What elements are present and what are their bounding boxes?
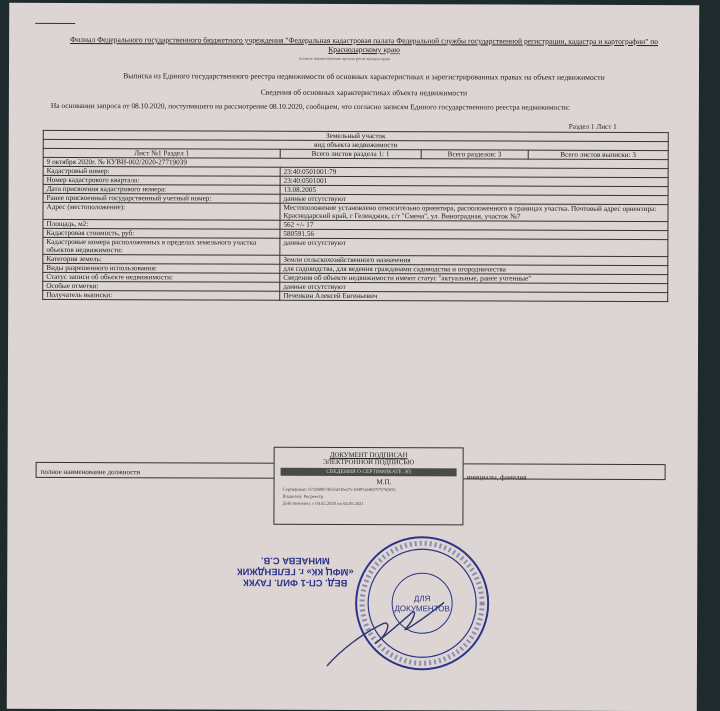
- seal-text-2: ДОКУМЕНТОВ: [394, 604, 450, 614]
- extract-document: [7, 3, 699, 711]
- row-value: Местоположение установлено относительно ориентира, расположенного в границах участка. Почтовый адрес ориентира: Краснодарский край, г Геленджик, с/т "Смена", ул. Виноградная, участок №7: [280, 203, 668, 221]
- cert-valid: Действителен: с 04.02.2020 по 04.05.2021: [282, 500, 364, 507]
- row-value: данные отсутствуют: [280, 282, 668, 292]
- section-title: Сведения об основных характеристиках объекта недвижимости: [260, 87, 468, 98]
- organization-name: Филиал Федерального государственного бюджетного учреждения "Федеральная кадастровая палата Федеральной службы государственной регистрации, кадастра и картографии" по Краснодарскому краю: [70, 35, 659, 55]
- top-rule: [35, 23, 75, 24]
- property-row: [43, 290, 668, 301]
- row-value: 580591.56: [280, 229, 668, 239]
- seal-text-1: ДЛЯ: [413, 594, 431, 604]
- row-label: Виды разрешенного использования:: [43, 263, 280, 273]
- row-value: Печенкин Алексей Евгеньевич: [280, 291, 668, 301]
- row-label: Дата присвоения кадастрового номера:: [43, 184, 280, 194]
- date-number: 9 октября 2020г. № КУВИ-002/2020-27719039: [43, 157, 668, 168]
- row-label: Ранее присвоенный государственный учетный номер:: [43, 193, 280, 203]
- row-label: Кадастровая стоимость, руб:: [43, 228, 280, 238]
- cert-serial: Сертификат: 6710898745d5d5f5e27c10097ab9f67f7f76f656: [282, 486, 396, 493]
- cert-caption: СВЕДЕНИЯ О СЕРТИФИКАТЕ ЭП: [281, 468, 457, 477]
- electronic-signature-stamp: [273, 447, 463, 526]
- handwritten-signature: [322, 594, 452, 674]
- intro-text: На основании запроса от 08.10.2020, поступившего на рассмотрение 08.10.2020, сообщаем, что согласно записям Единого государственного реестра недвижимости:: [50, 100, 570, 112]
- row-value: данные отсутствуют: [280, 194, 668, 204]
- mp-label: М.П.: [376, 478, 392, 487]
- total-sheets-extract: Всего листов выписки: 3: [528, 150, 668, 159]
- row-label: Площадь, м2:: [43, 219, 280, 229]
- document-title: Выписка из Единого государственного реестра недвижимости об основных характеристиках и зарегистрированных правах на объект недвижимости: [123, 71, 605, 82]
- row-value: данные отсутствуют: [280, 238, 668, 256]
- row-label: Адрес (местоположение):: [43, 202, 280, 220]
- position-caption: полное наименование должности: [40, 467, 141, 477]
- row-label: Особые отметки:: [43, 281, 280, 291]
- row-label: Номер кадастрового квартала:: [43, 175, 280, 185]
- mfc-stamp-line2: «МФЦ КК» г. ГЕЛЕНДЖИК: [236, 566, 354, 579]
- row-value: 562 +/- 17: [280, 220, 668, 230]
- total-sections: Всего разделов: 3: [421, 150, 528, 159]
- row-label: Статус записи об объекте недвижимости:: [43, 272, 280, 282]
- e-sign-line1: ДОКУМЕНТ ПОДПИСАН: [329, 451, 408, 460]
- row-label: Кадастровый номер:: [43, 166, 280, 176]
- e-sign-line2: ЭЛЕКТРОННОЙ ПОДПИСЬЮ: [323, 458, 415, 467]
- sheet-number: Лист №1 Раздел 1: [43, 148, 280, 158]
- row-value: Сведения об объекте недвижимости имеют статус "актуальные, ранее учтенные": [280, 273, 668, 283]
- cert-owner: Владелец: Росреестр: [282, 493, 324, 499]
- object-type: Земельный участок: [43, 130, 668, 141]
- mfc-stamp-line3: МИНАЕВА С.В.: [260, 555, 330, 567]
- row-value: 23:40:0501001: [280, 176, 668, 186]
- row-value: 23:40:0501001:79: [280, 167, 668, 177]
- row-label: Категория земель:: [43, 254, 280, 264]
- row-value: Земли сельскохозяйственного назначения: [280, 255, 668, 265]
- property-row: [43, 237, 668, 256]
- sheet-label: Раздел 1 Лист 1: [568, 122, 617, 131]
- row-label: Получатель выписки:: [43, 290, 280, 300]
- row-value: 13.08.2005: [280, 185, 668, 195]
- row-value: для садоводства, для ведения гражданами садоводства и огородничества: [280, 264, 668, 274]
- row-label: Кадастровые номера расположенных в пределах земельного участка объектов недвижимости:: [43, 237, 280, 255]
- organization-caption: полное наименование органа регистрации прав: [299, 55, 390, 62]
- name-caption: инициалы, фамилия: [466, 473, 527, 482]
- property-row: [43, 202, 668, 221]
- total-sheets-section: Всего листов раздела 1: 1: [280, 149, 421, 158]
- object-type-caption: вид объекта недвижимости: [43, 139, 668, 150]
- property-table: [42, 130, 669, 302]
- mfc-stamp-line1: ВЕД. СП-1 ФИЛ. ГАУКК: [243, 577, 348, 589]
